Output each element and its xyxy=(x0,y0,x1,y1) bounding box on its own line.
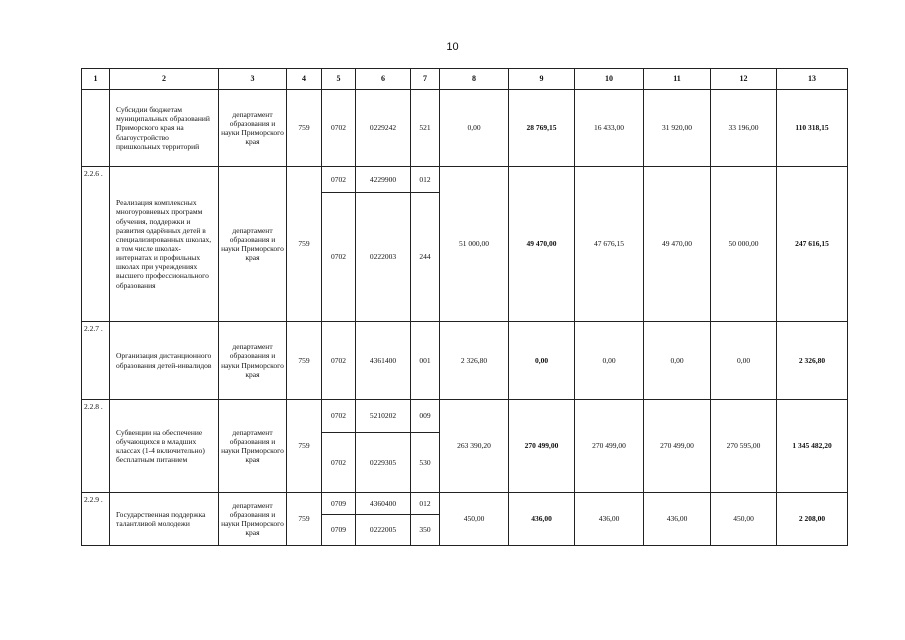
admin-code: 759 xyxy=(287,322,322,400)
value-col-10: 436,00 xyxy=(575,493,644,546)
table-row xyxy=(82,322,848,400)
total-value: 247 616,15 xyxy=(777,167,848,322)
table-row xyxy=(82,400,848,433)
column-header: 8 xyxy=(440,69,509,90)
value-col-12: 50 000,00 xyxy=(711,167,777,322)
target-code: 4360400 xyxy=(356,493,411,515)
column-header: 5 xyxy=(322,69,356,90)
table-row xyxy=(82,167,848,193)
value-col-10: 270 499,00 xyxy=(575,400,644,493)
value-col-11: 31 920,00 xyxy=(644,90,711,167)
value-col-9: 49 470,00 xyxy=(509,167,575,322)
expense-type: 350 xyxy=(411,515,440,546)
target-code: 4361400 xyxy=(356,322,411,400)
target-code: 0229242 xyxy=(356,90,411,167)
admin-code: 759 xyxy=(287,400,322,493)
value-col-12: 0,00 xyxy=(711,322,777,400)
section-code: 0702 xyxy=(322,322,356,400)
total-value: 2 208,00 xyxy=(777,493,848,546)
item-number: 2.2.9 . xyxy=(82,493,110,546)
section-code: 0702 xyxy=(322,90,356,167)
expense-type: 009 xyxy=(411,400,440,433)
column-header: 9 xyxy=(509,69,575,90)
column-header: 12 xyxy=(711,69,777,90)
budget-table xyxy=(81,68,848,546)
target-code: 0229305 xyxy=(356,433,411,493)
value-col-9: 28 769,15 xyxy=(509,90,575,167)
target-code: 0222003 xyxy=(356,193,411,322)
column-header: 7 xyxy=(411,69,440,90)
item-description: Субвенции на обеспечение обучающихся в младших классах (1-4 включительно) бесплатным питанием xyxy=(110,400,219,493)
expense-type: 530 xyxy=(411,433,440,493)
value-col-8: 51 000,00 xyxy=(440,167,509,322)
section-code: 0709 xyxy=(322,493,356,515)
item-description: Государственная поддержка талантливой молодежи xyxy=(110,493,219,546)
value-col-8: 0,00 xyxy=(440,90,509,167)
value-col-8: 450,00 xyxy=(440,493,509,546)
value-col-11: 0,00 xyxy=(644,322,711,400)
table-row xyxy=(82,90,848,167)
table-row xyxy=(82,493,848,515)
responsible-department: департамент образования и науки Приморского края xyxy=(219,167,287,322)
section-code: 0702 xyxy=(322,167,356,193)
value-col-9: 270 499,00 xyxy=(509,400,575,493)
column-header: 6 xyxy=(356,69,411,90)
responsible-department: департамент образования и науки Приморского края xyxy=(219,322,287,400)
value-col-10: 47 676,15 xyxy=(575,167,644,322)
column-header: 1 xyxy=(82,69,110,90)
value-col-12: 33 196,00 xyxy=(711,90,777,167)
section-code: 0702 xyxy=(322,400,356,433)
total-value: 2 326,80 xyxy=(777,322,848,400)
admin-code: 759 xyxy=(287,167,322,322)
item-number: 2.2.7 . xyxy=(82,322,110,400)
expense-type: 001 xyxy=(411,322,440,400)
expense-type: 521 xyxy=(411,90,440,167)
column-header: 11 xyxy=(644,69,711,90)
value-col-12: 270 595,00 xyxy=(711,400,777,493)
item-description: Субсидии бюджетам муниципальных образований Приморского края на благоустройство пришкольных территорий xyxy=(110,90,219,167)
total-value: 1 345 482,20 xyxy=(777,400,848,493)
value-col-11: 436,00 xyxy=(644,493,711,546)
section-code: 0702 xyxy=(322,433,356,493)
value-col-9: 436,00 xyxy=(509,493,575,546)
item-number: 2.2.8 . xyxy=(82,400,110,493)
admin-code: 759 xyxy=(287,493,322,546)
column-header: 2 xyxy=(110,69,219,90)
target-code: 5210202 xyxy=(356,400,411,433)
column-header: 4 xyxy=(287,69,322,90)
item-number xyxy=(82,90,110,167)
item-description: Организация дистанционного образования детей-инвалидов xyxy=(110,322,219,400)
responsible-department: департамент образования и науки Приморского края xyxy=(219,90,287,167)
admin-code: 759 xyxy=(287,90,322,167)
value-col-8: 263 390,20 xyxy=(440,400,509,493)
value-col-9: 0,00 xyxy=(509,322,575,400)
target-code: 0222005 xyxy=(356,515,411,546)
target-code: 4229900 xyxy=(356,167,411,193)
expense-type: 012 xyxy=(411,167,440,193)
value-col-8: 2 326,80 xyxy=(440,322,509,400)
column-header: 3 xyxy=(219,69,287,90)
value-col-11: 270 499,00 xyxy=(644,400,711,493)
column-header: 10 xyxy=(575,69,644,90)
value-col-12: 450,00 xyxy=(711,493,777,546)
responsible-department: департамент образования и науки Приморского края xyxy=(219,400,287,493)
value-col-10: 16 433,00 xyxy=(575,90,644,167)
expense-type: 244 xyxy=(411,193,440,322)
table-header-row xyxy=(82,69,848,90)
page-number: 10 xyxy=(446,41,459,53)
section-code: 0709 xyxy=(322,515,356,546)
section-code: 0702 xyxy=(322,193,356,322)
value-col-10: 0,00 xyxy=(575,322,644,400)
value-col-11: 49 470,00 xyxy=(644,167,711,322)
item-number: 2.2.6 . xyxy=(82,167,110,322)
total-value: 110 318,15 xyxy=(777,90,848,167)
item-description: Реализация комплексных многоуровневых программ обучения, поддержки и развития одарённых детей в специализированных школах, в том числе школах-интернатах и профильных школах при учреждениях высшего профессионального образования xyxy=(110,167,219,322)
responsible-department: департамент образования и науки Приморского края xyxy=(219,493,287,546)
expense-type: 012 xyxy=(411,493,440,515)
column-header: 13 xyxy=(777,69,848,90)
